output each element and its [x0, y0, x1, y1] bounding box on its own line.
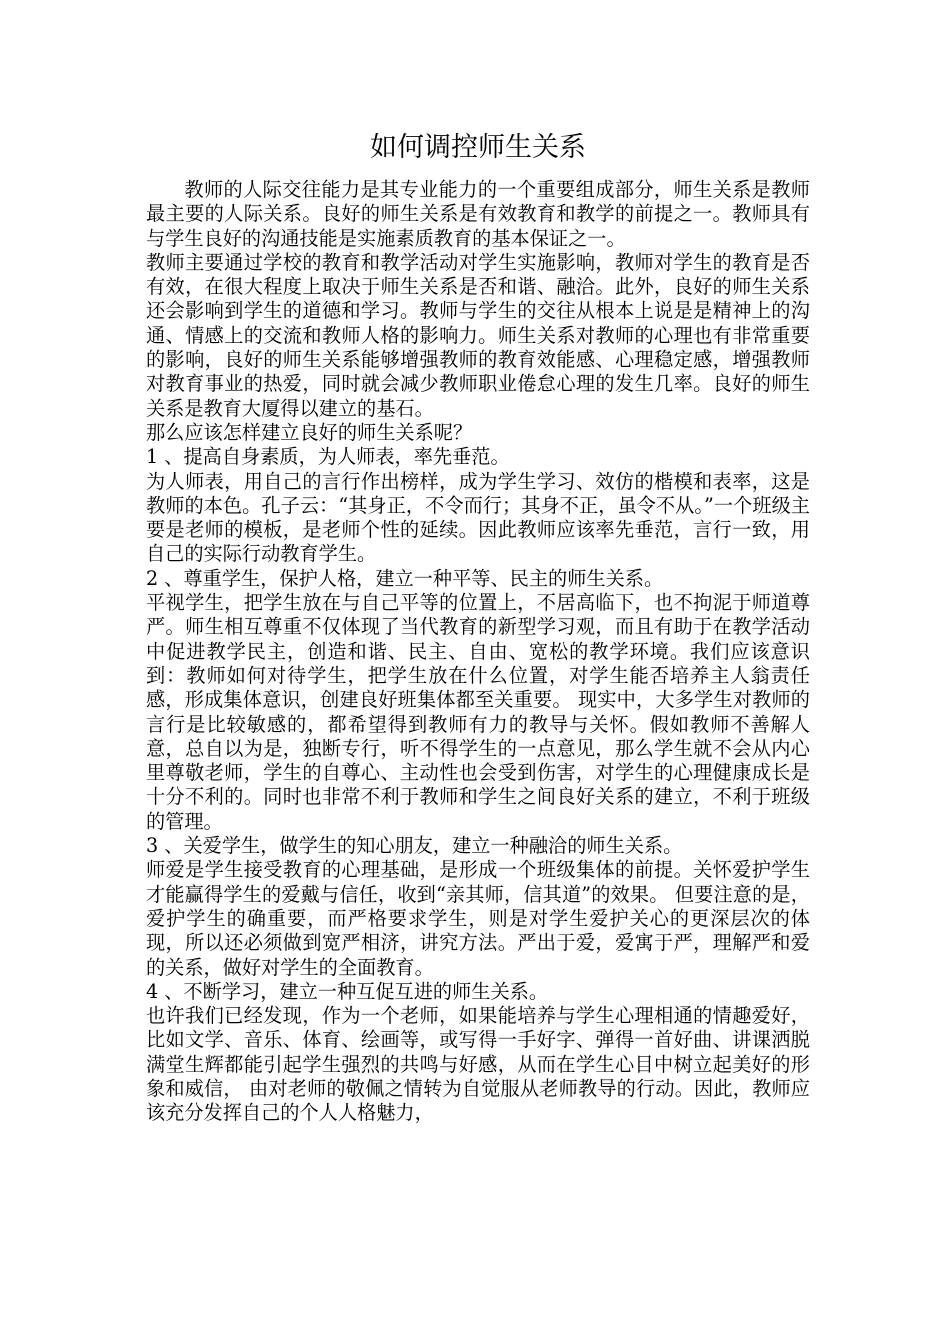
section-body-4: 也许我们已经发现，作为一个老师，如果能培养与学生心理相通的情趣爱好，比如文学、音乐、体育、绘画等，或写得一手好字、弹得一首好曲、讲课洒脱满堂生辉都能引起学生强烈的共鸣与好感，从而在学生心目中树立起美好的形象和威信， 由对老师的敬佩之情转为自觉服从老师教导的行动。因此，教师应该充分发挥自己的个人人格魅力，	[146, 1004, 810, 1125]
document-page	[146, 128, 810, 1126]
section-body-3: 师爱是学生接受教育的心理基础，是形成一个班级集体的前提。关怀爱护学生才能赢得学生的爱戴与信任，收到“亲其师，信其道”的效果。 但要注意的是，爱护学生的确重要，而严格要求学生，则是对学生爱护关心的更深层次的体现，所以还必须做到宽严相济，讲究方法。严出于爱，爱寓于严，理解严和爱的关系，做好对学生的全面教育。	[146, 858, 810, 979]
section-body-1: 为人师表，用自己的言行作出榜样，成为学生学习、效仿的楷模和表率，这是教师的本色。孔子云：“其身正，不令而行；其身不正，虽令不从。”一个班级主要是老师的模板，是老师个性的延续。因此教师应该率先垂范，言行一致，用自己的实际行动教育学生。	[146, 469, 810, 566]
intro-paragraph: 教师的人际交往能力是其专业能力的一个重要组成部分，师生关系是教师最主要的人际关系。良好的师生关系是有效教育和教学的前提之一。教师具有与学生良好的沟通技能是实施素质教育的基本保证之一。	[146, 178, 810, 250]
section-heading-4: 4 、不断学习，建立一种互促互进的师生关系。	[146, 979, 549, 1003]
document-title: 如何调控师生关系	[370, 132, 586, 163]
section-heading-3: 3 、关爱学生，做学生的知心朋友，建立一种融洽的师生关系。	[146, 834, 683, 858]
section-heading-2: 2 、尊重学生，保护人格，建立一种平等、民主的师生关系。	[146, 566, 664, 590]
body-paragraph: 教师主要通过学校的教育和教学活动对学生实施影响，教师对学生的教育是否有效，在很大程度上取决于师生关系是否和谐、融洽。此外，良好的师生关系还会影响到学生的道德和学习。教师与学生的交往从根本上说是是精神上的沟通、情感上的交流和教师人格的影响力。师生关系对教师的心理也有非常重要的影响，良好的师生关系能够增强教师的教育效能感、心理稳定感，增强教师对教育事业的热爱，同时就会减少教师职业倦怠心理的发生几率。良好的师生关系是教育大厦得以建立的基石。	[146, 250, 810, 420]
question-paragraph: 那么应该怎样建立良好的师生关系呢？	[146, 420, 473, 444]
section-body-2: 平视学生，把学生放在与自己平等的位置上，不居高临下，也不拘泥于师道尊严。师生相互尊重不仅体现了当代教育的新型学习观，而且有助于在教学活动中促进教学民主，创造和谐、民主、自由、宽松的教学环境。我们应该意识到：教师如何对待学生，把学生放在什么位置，对学生能否培养主人翁责任感，形成集体意识，创建良好班集体都至关重要。 现实中，大多学生对教师的言行是比较敏感的，都希望得到教师有力的教导与关怀。假如教师不善解人意，总自以为是，独断专行，听不得学生的一点意见，那么学生就不会从内心里尊敬老师，学生的自尊心、主动性也会受到伤害，对学生的心理健康成长是十分不利的。同时也非常不利于教师和学生之间良好关系的建立，不利于班级的管理。	[146, 591, 810, 833]
section-heading-1: 1 、提高自身素质，为人师表，率先垂范。	[146, 445, 510, 469]
